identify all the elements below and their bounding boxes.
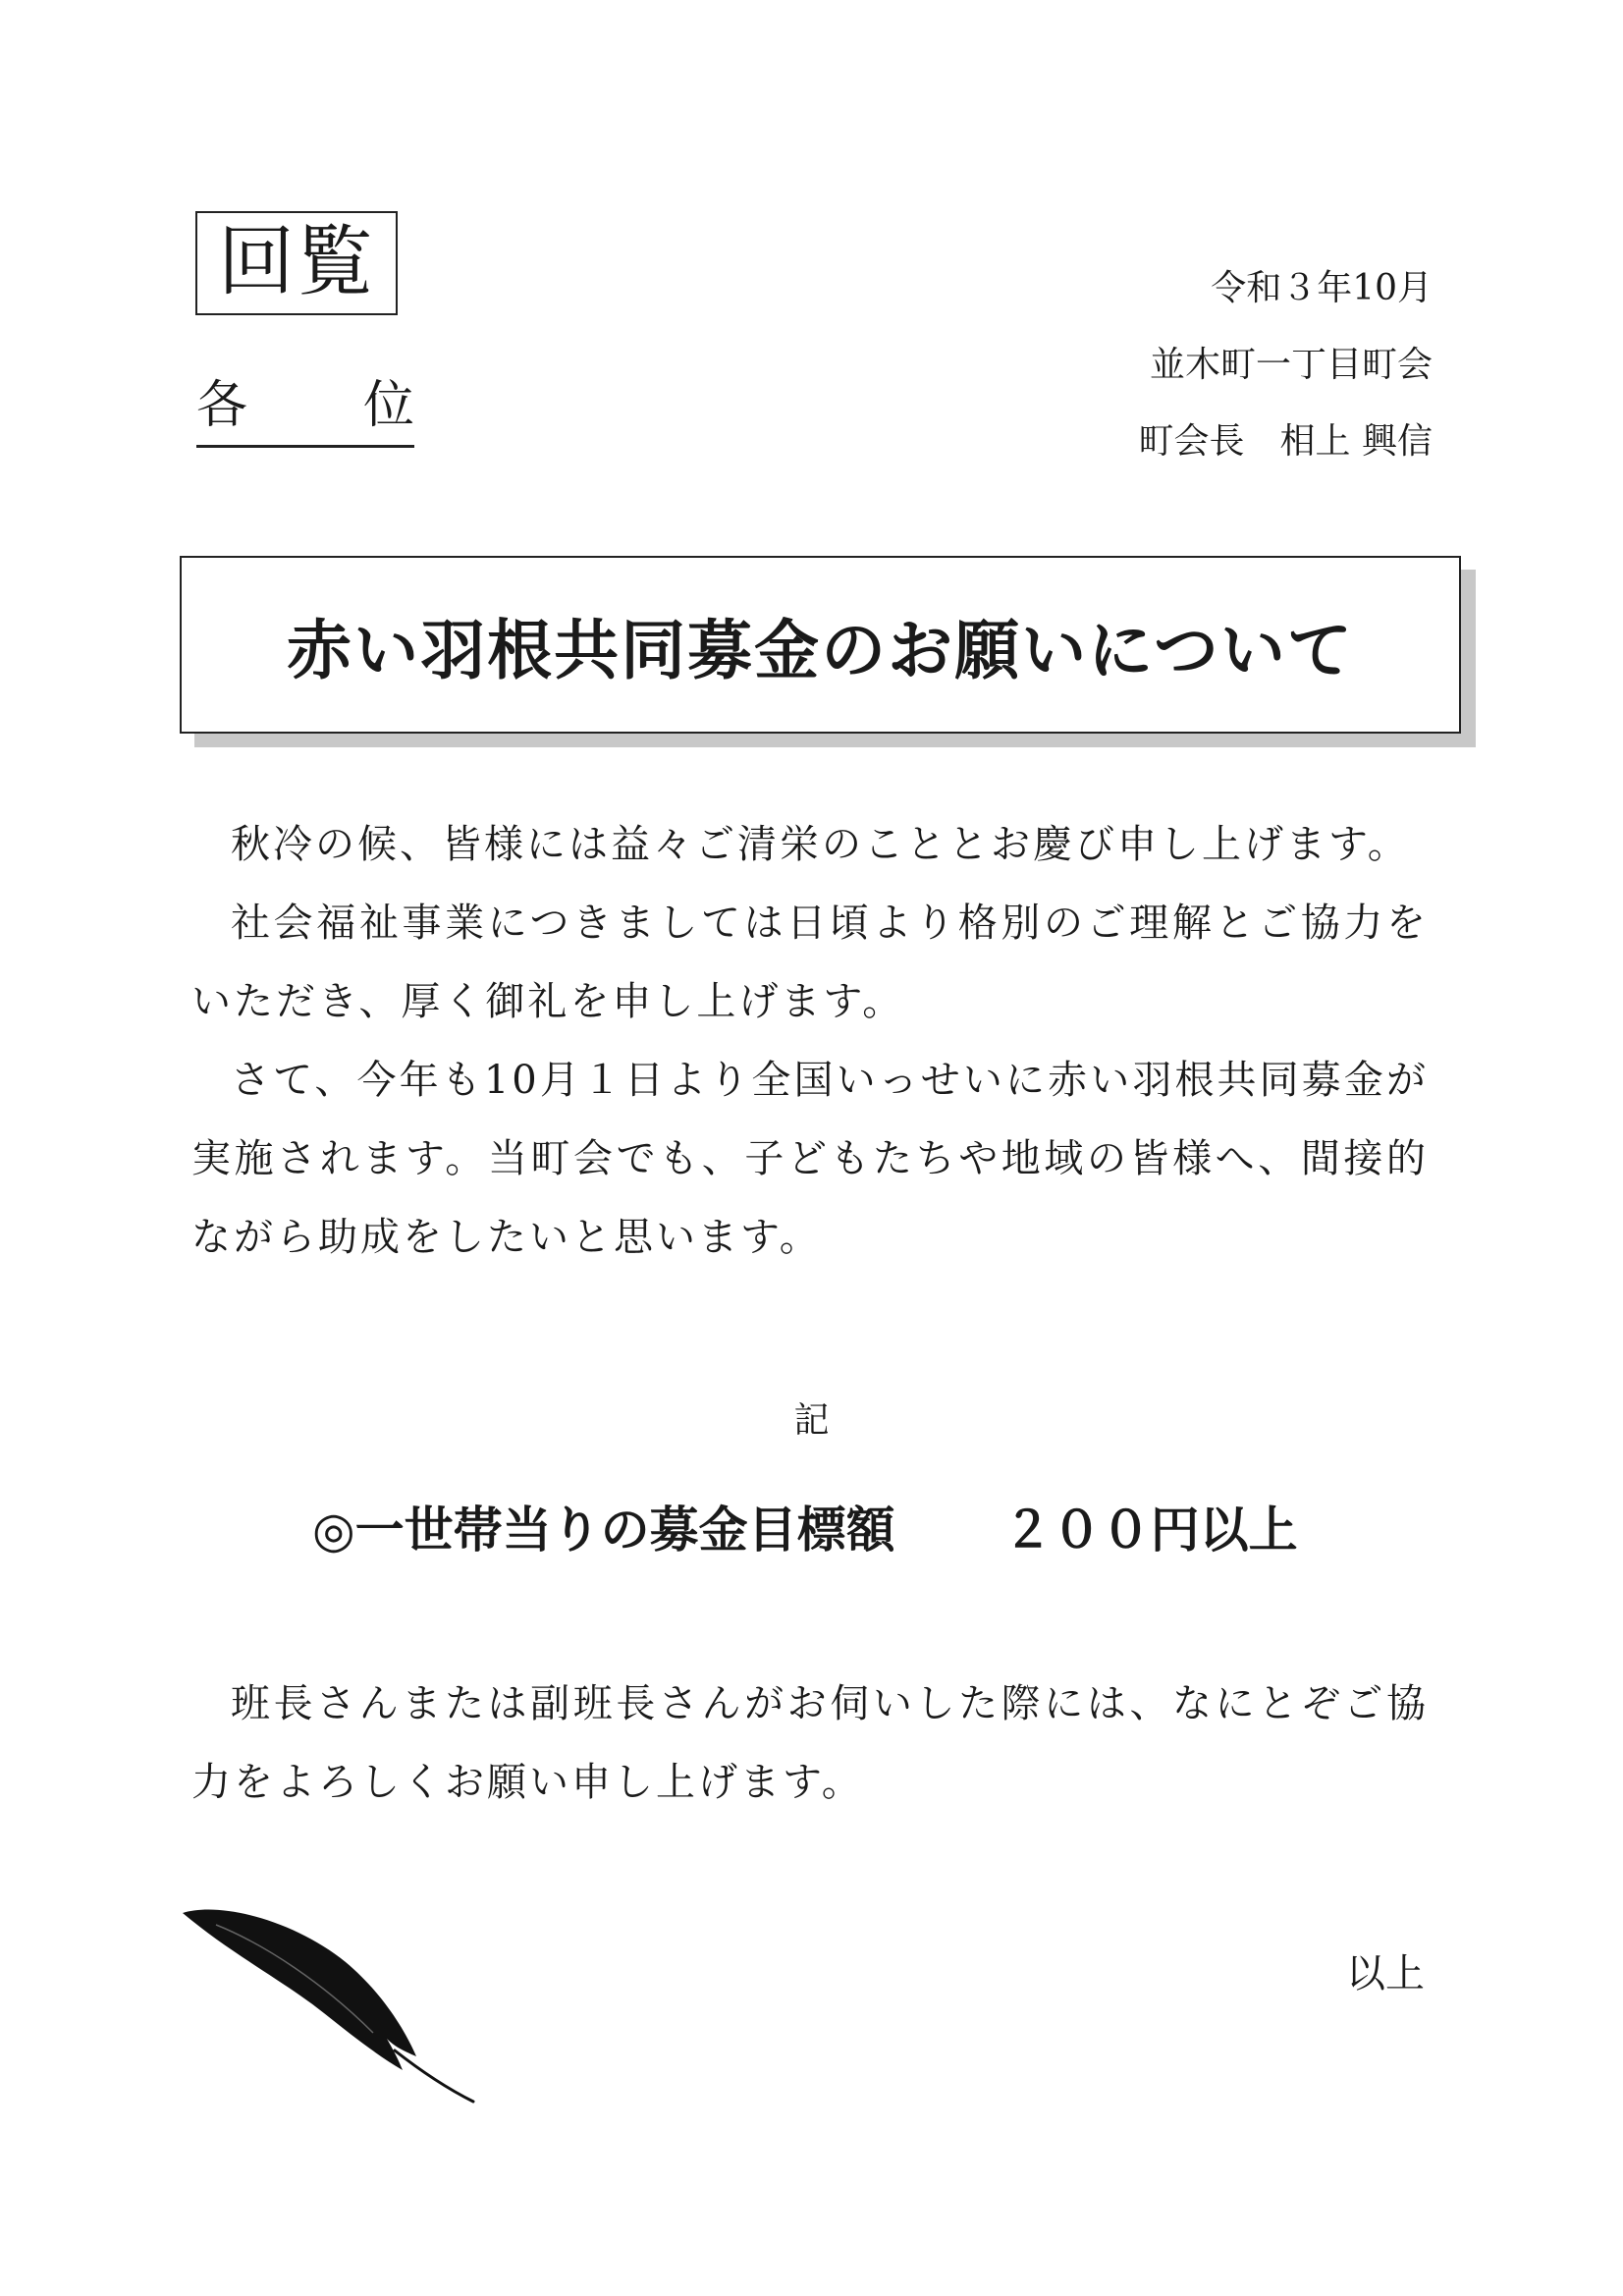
thanks-paragraph: 社会福祉事業につきましては日頃より格別のご理解とご協力をいただき、厚く御礼を申し上げます。 xyxy=(191,901,1429,1024)
greeting-paragraph: 秋冷の候、皆様には益々ご清栄のこととお慶び申し上げます。 xyxy=(231,822,1410,867)
target-amount: ２００円以上 xyxy=(1002,1502,1298,1558)
closing-mark: 以上 xyxy=(1346,1951,1425,1996)
organization-name: 並木町一丁目町会 xyxy=(1149,345,1433,385)
request-paragraph: 班長さんまたは副班長さんがお伺いした際には、なにとぞご協力をよろしくお願い申し上げます。 xyxy=(191,1681,1429,1805)
addressee-char-1: 各 xyxy=(196,376,248,435)
addressee xyxy=(196,376,414,448)
sender-block xyxy=(1139,250,1433,480)
title-box xyxy=(180,556,1461,734)
chairman-name: 町会長 相上 興信 xyxy=(1138,421,1433,462)
donation-target xyxy=(312,1491,1298,1561)
circulation-stamp: 回覧 xyxy=(195,211,398,315)
body-text xyxy=(191,805,1429,1277)
target-label: ◎一世帯当りの募金目標額 xyxy=(312,1502,895,1558)
document-title: 赤い羽根共同募金のお願いについて xyxy=(287,613,1354,688)
addressee-char-2: 位 xyxy=(362,376,414,435)
ki-heading: 記 xyxy=(793,1400,830,1441)
request-text xyxy=(191,1665,1429,1822)
announcement-paragraph: さて、今年も10月１日より全国いっせいに赤い羽根共同募金が実施されます。当町会でも、子どもたちや地域の皆様へ、間接的ながら助成をしたいと思います。 xyxy=(191,1058,1429,1260)
issue-date: 令和３年10月 xyxy=(1211,268,1433,308)
feather-icon xyxy=(177,1903,481,2113)
